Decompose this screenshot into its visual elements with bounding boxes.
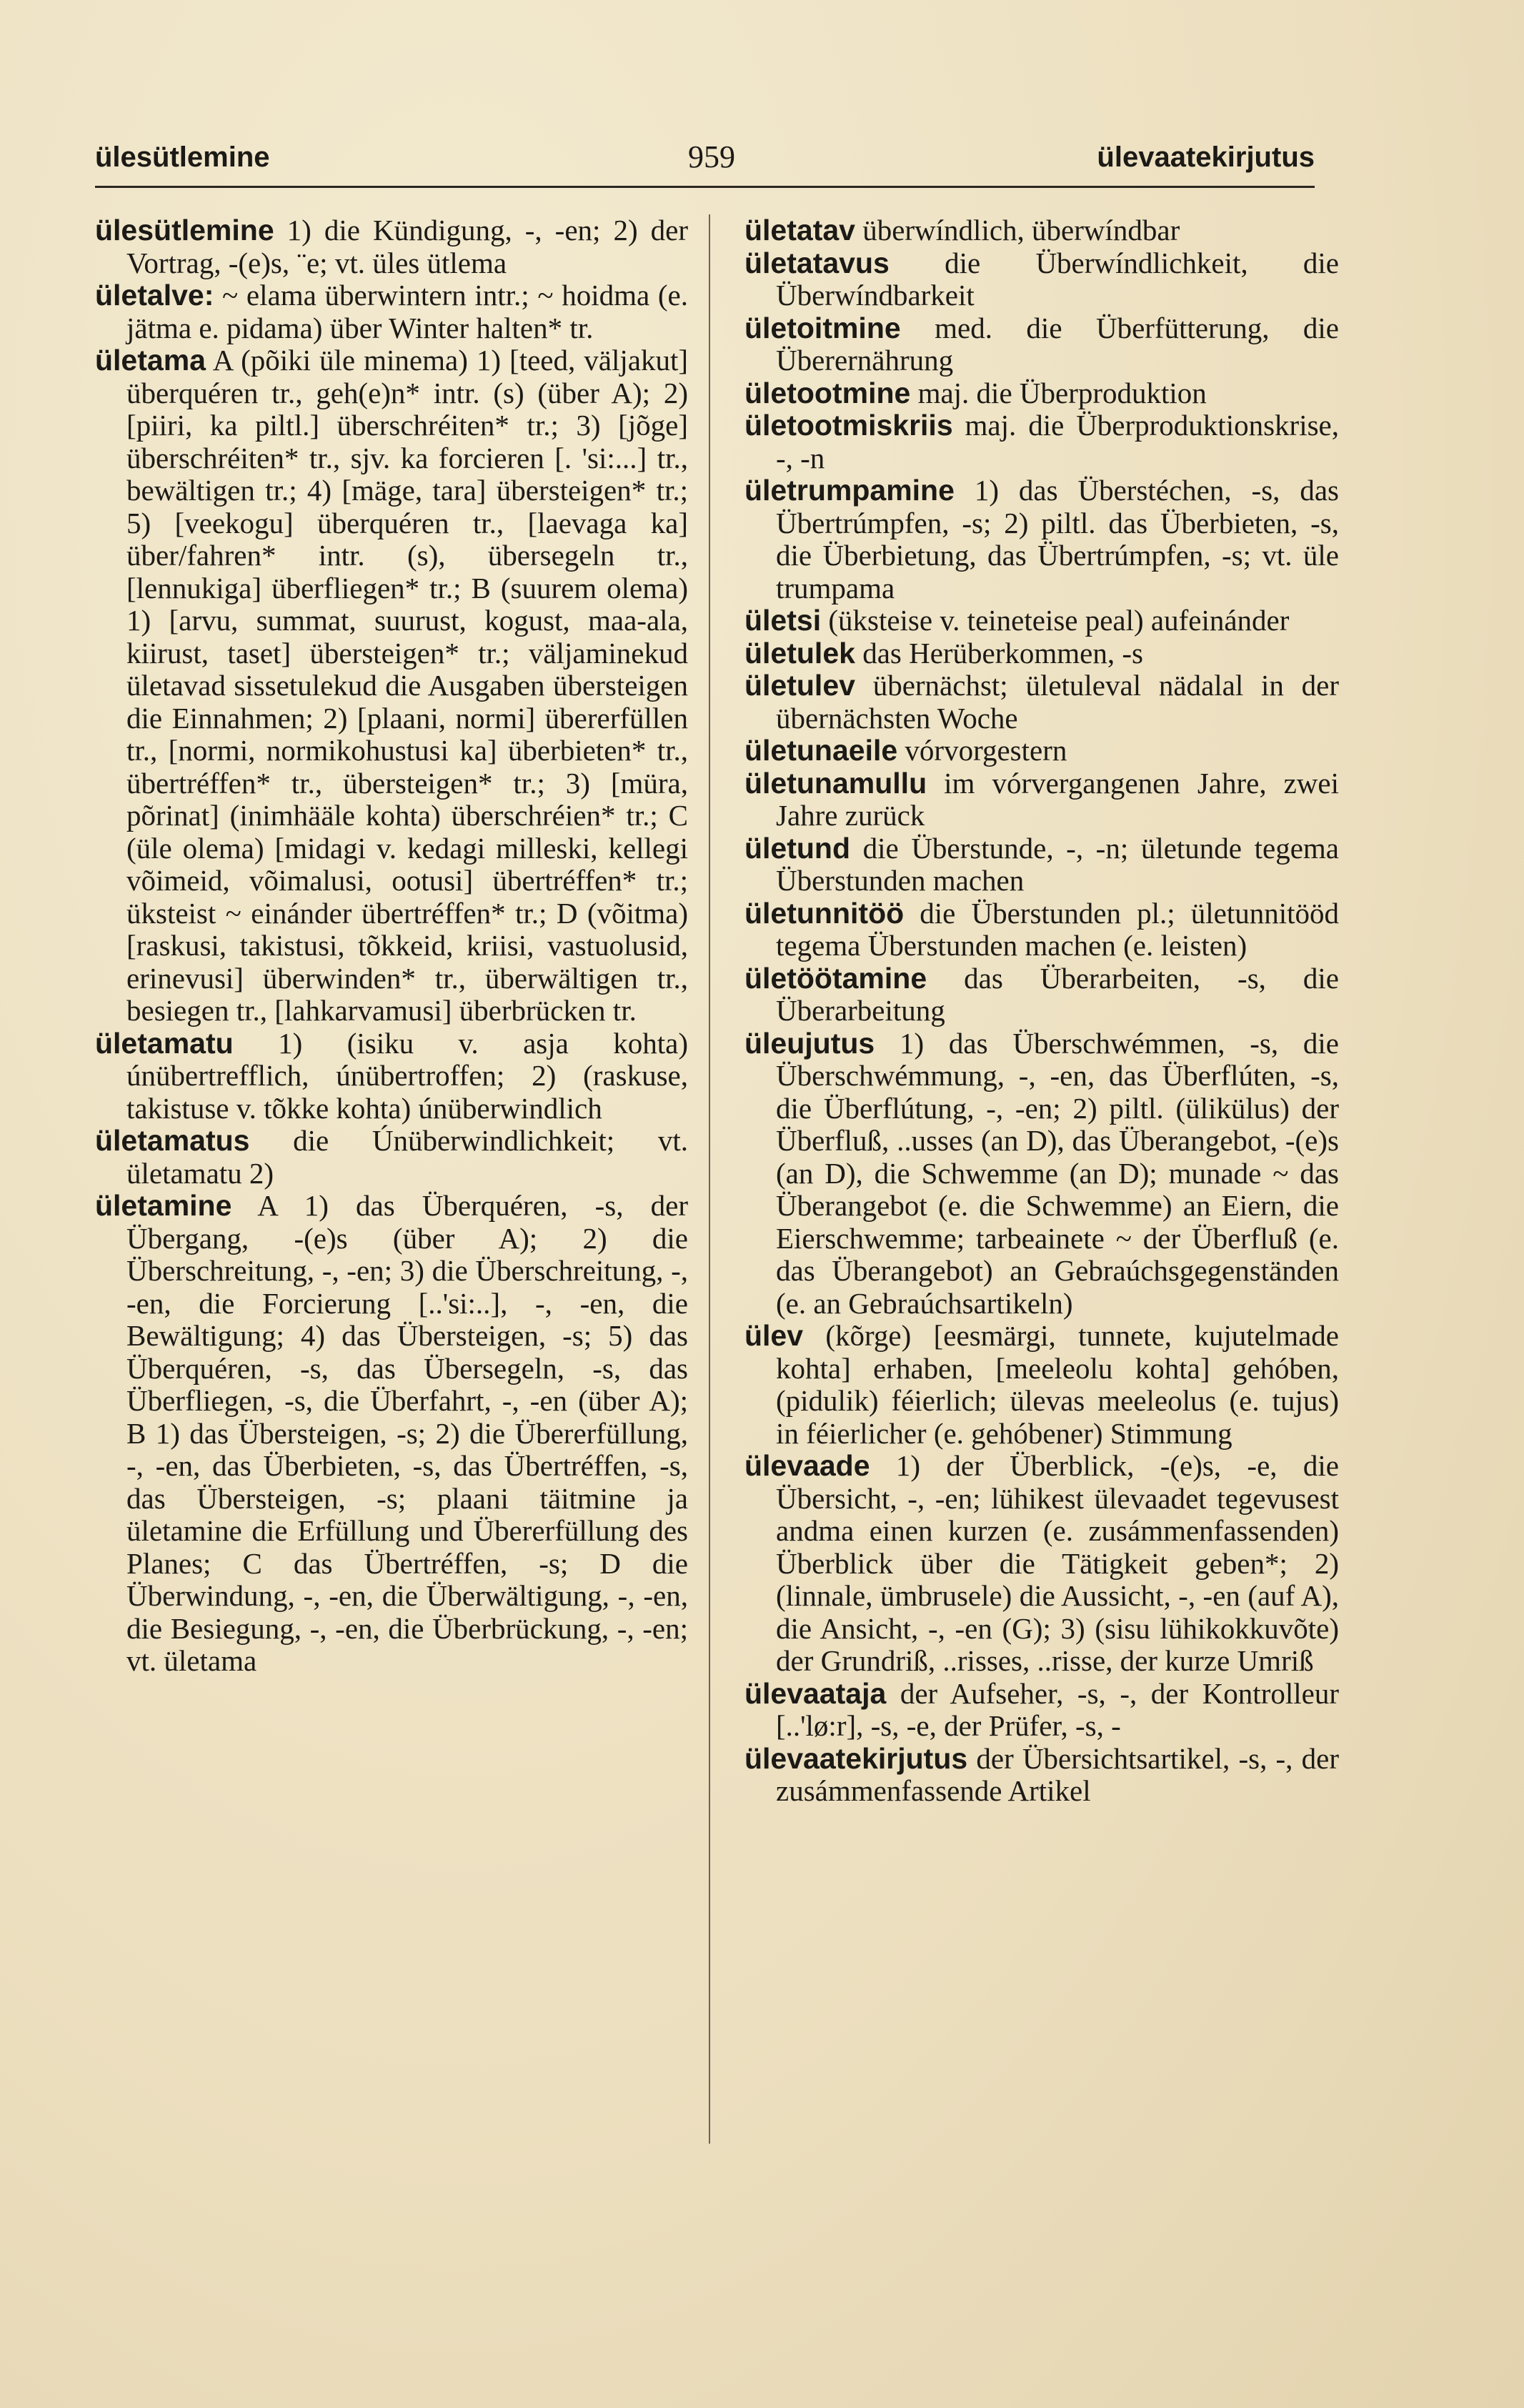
entry-definition: die Überstunde, -, -n; ületunde tegema Überstunden machen xyxy=(776,831,1339,897)
dictionary-entry xyxy=(744,247,1339,312)
entry-headword: ületulek xyxy=(744,636,855,670)
dictionary-entry xyxy=(95,214,688,279)
entry-definition: übernächst; ületuleval nädalal in der übernächsten Woche xyxy=(776,669,1339,735)
entry-headword: ületunnitöö xyxy=(744,896,905,930)
dictionary-entry xyxy=(95,1125,688,1190)
entry-definition: die Überwíndlichkeit, die Überwíndbarkeit xyxy=(776,246,1339,312)
entry-headword: ületrumpamine xyxy=(744,474,955,507)
entry-definition: 1) der Überblick, -(e)s, -e, die Übersicht, -, -en; lühikest ülevaadet tegevusest andma einen kurzen (e. zusámmenfassenden) Überblick über die Tätigkeit geben*; 2) (linnale, ümbrusele) die Aussicht, -, -en (auf A), die Ansicht, -, -en (G); 3) (sisu lühikokkuvõte) der Grundriß, ..risses, ..risse, der kurze Umriß xyxy=(776,1449,1339,1677)
dictionary-entry xyxy=(744,832,1339,897)
entry-headword: ületunaeile xyxy=(744,734,898,767)
entry-headword: ületöötamine xyxy=(744,961,927,995)
entry-definition: (üksteise v. teineteise peal) aufeinánder xyxy=(821,604,1290,637)
entry-definition: überwíndlich, überwíndbar xyxy=(855,214,1180,247)
entry-definition: der Aufseher, -s, -, der Kontrolleur [..'lø:r], -s, -e, der Prüfer, -s, - xyxy=(776,1676,1339,1742)
entry-definition: med. die Überfütterung, die Überernährung xyxy=(776,311,1339,377)
entry-headword: ületoitmine xyxy=(744,311,901,344)
entry-definition: 1) das Überstéchen, -s, das Übertrúmpfen, -s; 2) piltl. das Überbieten, -s, die Überbietung, das Übertrúmpfen, -s; vt. üle trumpama xyxy=(776,474,1339,605)
entry-headword: ületatav xyxy=(744,214,855,247)
dictionary-entry xyxy=(744,1450,1339,1678)
dictionary-entry xyxy=(744,735,1339,767)
entry-headword: ületamatus xyxy=(95,1124,250,1157)
entry-definition: 1) die Kündigung, -, -en; 2) der Vortrag, -(e)s, ¨e; vt. üles ütlema xyxy=(126,214,688,279)
entry-headword: ületama xyxy=(95,344,206,377)
dictionary-entry xyxy=(744,897,1339,962)
entry-definition: das Herüberkommen, -s xyxy=(855,636,1143,670)
dictionary-entry xyxy=(744,1028,1339,1320)
dictionary-entry xyxy=(744,312,1339,377)
header-left-guideword: ülesütlemine xyxy=(95,141,270,173)
entry-headword: ületunamullu xyxy=(744,766,927,800)
entry-definition: die Únüberwindlichkeit; vt. ületamatu 2) xyxy=(126,1124,688,1190)
dictionary-entry xyxy=(95,344,688,1028)
entry-headword: ületund xyxy=(744,831,851,865)
entry-definition: maj. die Überproduktion xyxy=(910,376,1207,409)
entry-definition: die Überstunden pl.; ületunnitööd tegema Überstunden machen (e. leisten) xyxy=(776,896,1339,962)
entry-headword: ületsi xyxy=(744,604,822,637)
column-divider xyxy=(709,214,710,2144)
right-column xyxy=(744,214,1339,2179)
entry-definition: maj. die Überproduktionskrise, -, -n xyxy=(776,409,1339,474)
entry-headword: ülevaade xyxy=(744,1449,870,1482)
entry-headword: ületamatu xyxy=(95,1026,234,1060)
entry-definition: (kõrge) [eesmärgi, tunnete, kujutelmade kohta] erhaben, [meeleolu kohta] gehóben, (pidulik) féierlich; ülevas meeleolus (e. tujus) in féierlicher (e. gehóbener) Stimmung xyxy=(776,1319,1339,1450)
dictionary-entry xyxy=(744,637,1339,670)
entry-headword: üleujutus xyxy=(744,1026,875,1060)
left-column xyxy=(95,214,688,2179)
dictionary-entry xyxy=(744,377,1339,410)
entry-headword: ületootmiskriis xyxy=(744,409,953,442)
entry-definition: ~ elama überwintern intr.; ~ hoidma (e. jätma e. pidama) über Winter halten* tr. xyxy=(126,279,688,344)
dictionary-entry xyxy=(744,1320,1339,1450)
dictionary-entry xyxy=(744,1743,1339,1808)
entry-headword: ületootmine xyxy=(744,376,911,409)
page-header xyxy=(95,136,1315,188)
dictionary-entry xyxy=(744,1678,1339,1743)
entry-headword: ületulev xyxy=(744,669,855,702)
dictionary-entry xyxy=(95,1028,688,1125)
dictionary-entry xyxy=(744,474,1339,605)
entry-definition: im vórvergangenen Jahre, zwei Jahre zurück xyxy=(776,766,1339,832)
entry-definition: der Übersichtsartikel, -s, -, der zusámmenfassende Artikel xyxy=(776,1741,1339,1807)
dictionary-entry xyxy=(95,279,688,344)
entry-headword: ülevaatekirjutus xyxy=(744,1741,968,1775)
entry-definition: 1) (isiku v. asja kohta) únübertrefflich, únübertroffen; 2) (raskuse, takistuse v. tõkke kohta) únüberwindlich xyxy=(126,1026,688,1125)
entry-definition: vórvorgestern xyxy=(897,734,1067,767)
page-number: 959 xyxy=(688,139,735,174)
dictionary-entry xyxy=(744,962,1339,1028)
entry-definition: A (põiki üle minema) 1) [teed, väljakut] überquéren tr., geh(e)n* intr. (s) (über A); 2) [piiri, ka piltl.] überschréiten* tr.; 3) [jõge] überschréiten* tr., sjv. ka forcieren [. 'si:...] tr., bewältigen tr.; 4) [mäge, tara] übersteigen* tr.; 5) [veekogu] überquéren tr., [laevaga ka] über/fahren* intr. (s), übersegeln tr., [lennukiga] überfliegen* tr.; B (suurem olema) 1) [arvu, summat, suurust, kogust, maa-ala, kiirust, taset] übersteigen* tr.; väljaminekud ületavad sissetulekud die Ausgaben übersteigen die Einnahmen; 2) [plaani, normi] übererfüllen tr., [normi, normikohustusi ka] überbieten* tr., übertréffen* tr., übersteigen* tr.; 3) [müra, põrinat] (inimhääle kohta) überschréien* tr.; C (üle olema) [midagi v. kedagi milleski, kellegi võimeid, võimalusi, ootusi] übertréffen* tr.; üksteist ~ einánder übertréffen* tr.; D (võitma) [raskusi, takistusi, tõkkeid, kriisi, vastuolusid, erinevusi] überwinden* tr., überwältigen tr., besiegen tr., [lahkarvamusi] überbrücken tr. xyxy=(126,344,688,1027)
entry-headword: ülevaataja xyxy=(744,1676,887,1710)
entry-headword: ületamine xyxy=(95,1189,232,1222)
dictionary-entry xyxy=(95,1190,688,1678)
dictionary-entry xyxy=(744,767,1339,832)
header-right-guideword: ülevaatekirjutus xyxy=(1097,141,1315,173)
entry-definition: 1) das Überschwémmen, -s, die Überschwémmung, -, -en, das Überflúten, -s, die Überflútung, -, -en; 2) piltl. (ülikülus) der Überfluß, ..usses (an D), das Überangebot, -(e)s (an D), die Schwemme (an D); munade ~ das Überangebot (e. die Schwemme) an Eiern, die Eierschwemme; tarbeainete ~ der Überfluß (e. das Überangebot) an Gebraúchsgegenständen (e. an Gebraúchsartikeln) xyxy=(776,1026,1339,1320)
entry-headword: ülev xyxy=(744,1319,804,1352)
entry-headword: ülesütlemine xyxy=(95,214,274,247)
dictionary-entry xyxy=(744,214,1339,247)
entry-definition: A 1) das Überquéren, -s, der Übergang, -(e)s (über A); 2) die Überschreitung, -, -en; 3) die Überschreitung, -, -en, die Forcierung [..'si:..], -, -en, die Bewältigung; 4) das Übersteigen, -s; 5) das Überquéren, -s, das Übersegeln, -s, das Überfliegen, -s, die Überfahrt, -, -en (über A); B 1) das Übersteigen, -s; 2) die Übererfüllung, -, -en, das Überbieten, -s, das Übertréffen, -s, das Übersteigen, -s; plaani täitmine ja ületamine die Erfüllung und Übererfüllung des Planes; C das Übertréffen, -s; D die Überwindung, -, -en, die Überwältigung, -, -en, die Besiegung, -, -en, die Überbrückung, -, -en; vt. ületama xyxy=(126,1189,688,1677)
dictionary-entry xyxy=(744,670,1339,735)
entry-headword: ületatavus xyxy=(744,246,890,279)
dictionary-entry xyxy=(744,605,1339,637)
dictionary-entry xyxy=(744,409,1339,474)
entry-definition: das Überarbeiten, -s, die Überarbeitung xyxy=(776,961,1339,1027)
entry-headword: ületalve: xyxy=(95,279,214,312)
